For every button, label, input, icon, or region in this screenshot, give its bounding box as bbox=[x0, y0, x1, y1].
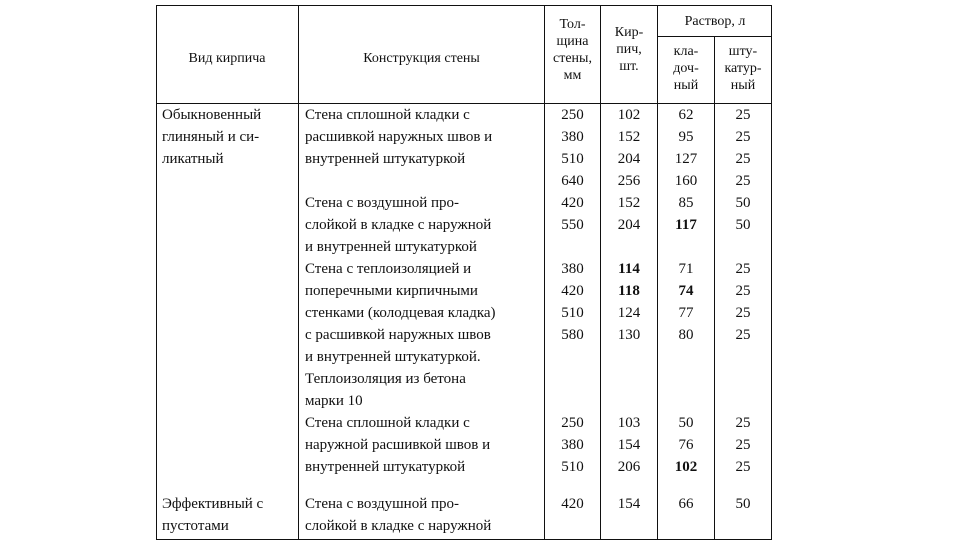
construction-line: внутренней штукатуркой bbox=[305, 151, 466, 167]
plaster-cell: 25 bbox=[735, 173, 751, 189]
brick-consumption-table bbox=[156, 5, 772, 540]
table-row bbox=[156, 258, 772, 280]
construction-line: и внутренней штукатуркой bbox=[305, 239, 477, 255]
table-row bbox=[156, 412, 772, 434]
masonry-cell: 80 bbox=[678, 327, 694, 343]
table-row bbox=[156, 170, 772, 192]
thickness-cell: 640 bbox=[561, 173, 584, 189]
masonry-cell: 62 bbox=[678, 107, 694, 123]
bricks-cell: 154 bbox=[617, 437, 641, 453]
masonry-cell: 50 bbox=[678, 415, 694, 431]
table-row bbox=[156, 493, 772, 515]
masonry-cell: 77 bbox=[678, 305, 694, 321]
header-thickness-line: стены, bbox=[553, 51, 592, 66]
bricks-cell: 114 bbox=[618, 261, 640, 277]
thickness-cell: 420 bbox=[561, 283, 584, 299]
table-border-top bbox=[156, 5, 772, 6]
construction-line: с расшивкой наружных швов bbox=[305, 327, 491, 343]
thickness-cell: 380 bbox=[561, 437, 584, 453]
brick-type-line: Обыкновенный bbox=[162, 107, 262, 123]
header-plaster-line: ный bbox=[730, 78, 756, 93]
construction-line: стенками (колодцевая кладка) bbox=[305, 305, 496, 321]
thickness-cell: 550 bbox=[561, 217, 584, 233]
brick-type-line: пустотами bbox=[162, 518, 229, 534]
bricks-cell: 204 bbox=[617, 217, 641, 233]
masonry-cell: 127 bbox=[674, 151, 698, 167]
plaster-cell: 25 bbox=[735, 261, 751, 277]
header-thickness-line: щина bbox=[556, 34, 589, 49]
brick-type-line: Эффективный с bbox=[162, 496, 264, 512]
thickness-cell: 420 bbox=[561, 195, 584, 211]
masonry-cell: 102 bbox=[674, 459, 698, 475]
masonry-cell: 85 bbox=[678, 195, 694, 211]
thickness-cell: 380 bbox=[561, 261, 584, 277]
header-thickness-line: мм bbox=[563, 68, 582, 83]
plaster-cell: 25 bbox=[735, 305, 751, 321]
bricks-cell: 206 bbox=[617, 459, 641, 475]
construction-line: наружной расшивкой швов и bbox=[305, 437, 491, 453]
table-row bbox=[156, 280, 772, 302]
plaster-cell: 50 bbox=[735, 496, 751, 512]
construction-line: Стена с теплоизоляцией и bbox=[305, 261, 472, 277]
header-brick-type: Вид кирпича bbox=[188, 51, 266, 66]
bricks-cell: 204 bbox=[617, 151, 641, 167]
header-bricks-line: пич, bbox=[616, 42, 642, 57]
table-row bbox=[156, 434, 772, 456]
bricks-cell: 152 bbox=[617, 129, 641, 145]
header-plaster-line: катур- bbox=[724, 61, 762, 76]
header-mortar: Раствор, л bbox=[684, 14, 746, 29]
mortar-subheader-rule bbox=[657, 36, 772, 37]
bricks-cell: 103 bbox=[617, 415, 641, 431]
bricks-cell: 102 bbox=[617, 107, 641, 123]
plaster-cell: 25 bbox=[735, 327, 751, 343]
plaster-cell: 25 bbox=[735, 437, 751, 453]
table-row bbox=[156, 214, 772, 236]
masonry-cell: 71 bbox=[678, 261, 694, 277]
table-row bbox=[156, 324, 772, 346]
construction-line: марки 10 bbox=[305, 393, 363, 409]
plaster-cell: 25 bbox=[735, 107, 751, 123]
thickness-cell: 510 bbox=[561, 151, 584, 167]
header-masonry-line: кла- bbox=[673, 44, 699, 59]
bricks-cell: 152 bbox=[617, 195, 641, 211]
header-thickness-line: Тол- bbox=[559, 17, 586, 32]
masonry-cell: 66 bbox=[678, 496, 694, 512]
plaster-cell: 25 bbox=[735, 283, 751, 299]
masonry-cell: 76 bbox=[678, 437, 694, 453]
thickness-cell: 580 bbox=[561, 327, 584, 343]
thickness-cell: 250 bbox=[561, 415, 584, 431]
construction-line: Теплоизоляция из бетона bbox=[305, 371, 466, 387]
table-row bbox=[156, 104, 772, 126]
header-wall-construction: Конструкция стены bbox=[363, 51, 480, 66]
masonry-cell: 117 bbox=[675, 217, 697, 233]
plaster-cell: 25 bbox=[735, 415, 751, 431]
plaster-cell: 25 bbox=[735, 129, 751, 145]
construction-line: Стена с воздушной про- bbox=[305, 496, 460, 512]
thickness-cell: 250 bbox=[561, 107, 584, 123]
construction-line: расшивкой наружных швов и bbox=[305, 129, 493, 145]
table-row bbox=[156, 126, 772, 148]
header-bricks-line: Кир- bbox=[614, 25, 644, 40]
table-row bbox=[156, 302, 772, 324]
bricks-cell: 124 bbox=[617, 305, 641, 321]
construction-line: слойкой в кладке с наружной bbox=[305, 217, 492, 233]
masonry-cell: 95 bbox=[678, 129, 694, 145]
table-row bbox=[156, 456, 772, 478]
thickness-cell: 420 bbox=[561, 496, 584, 512]
bricks-cell: 130 bbox=[617, 327, 641, 343]
plaster-cell: 25 bbox=[735, 151, 751, 167]
construction-line: поперечными кирпичными bbox=[305, 283, 478, 299]
table-row bbox=[156, 148, 772, 170]
header-plaster bbox=[715, 43, 771, 94]
header-bricks bbox=[601, 24, 657, 75]
thickness-cell: 510 bbox=[561, 459, 584, 475]
construction-line: слойкой в кладке с наружной bbox=[305, 518, 492, 534]
plaster-cell: 50 bbox=[735, 195, 751, 211]
construction-line: внутренней штукатуркой bbox=[305, 459, 466, 475]
thickness-cell: 380 bbox=[561, 129, 584, 145]
construction-line: Стена сплошной кладки с bbox=[305, 415, 470, 431]
construction-line: и внутренней штукатуркой. bbox=[305, 349, 481, 365]
bricks-cell: 154 bbox=[617, 496, 641, 512]
plaster-cell: 50 bbox=[735, 217, 751, 233]
masonry-cell: 160 bbox=[674, 173, 698, 189]
table-row bbox=[156, 192, 772, 214]
header-bricks-line: шт. bbox=[619, 59, 639, 74]
plaster-cell: 25 bbox=[735, 459, 751, 475]
header-masonry-line: ный bbox=[673, 78, 699, 93]
bricks-cell: 118 bbox=[618, 283, 640, 299]
thickness-cell: 510 bbox=[561, 305, 584, 321]
brick-type-line: глиняный и си- bbox=[162, 129, 260, 145]
construction-line: Стена с воздушной про- bbox=[305, 195, 460, 211]
bricks-cell: 256 bbox=[617, 173, 641, 189]
brick-type-line: ликатный bbox=[162, 151, 224, 167]
header-plaster-line: шту- bbox=[728, 44, 758, 59]
header-masonry bbox=[658, 43, 714, 94]
header-masonry-line: доч- bbox=[673, 61, 699, 76]
masonry-cell: 74 bbox=[678, 283, 694, 299]
construction-line: Стена сплошной кладки с bbox=[305, 107, 470, 123]
header-thickness bbox=[545, 16, 600, 84]
